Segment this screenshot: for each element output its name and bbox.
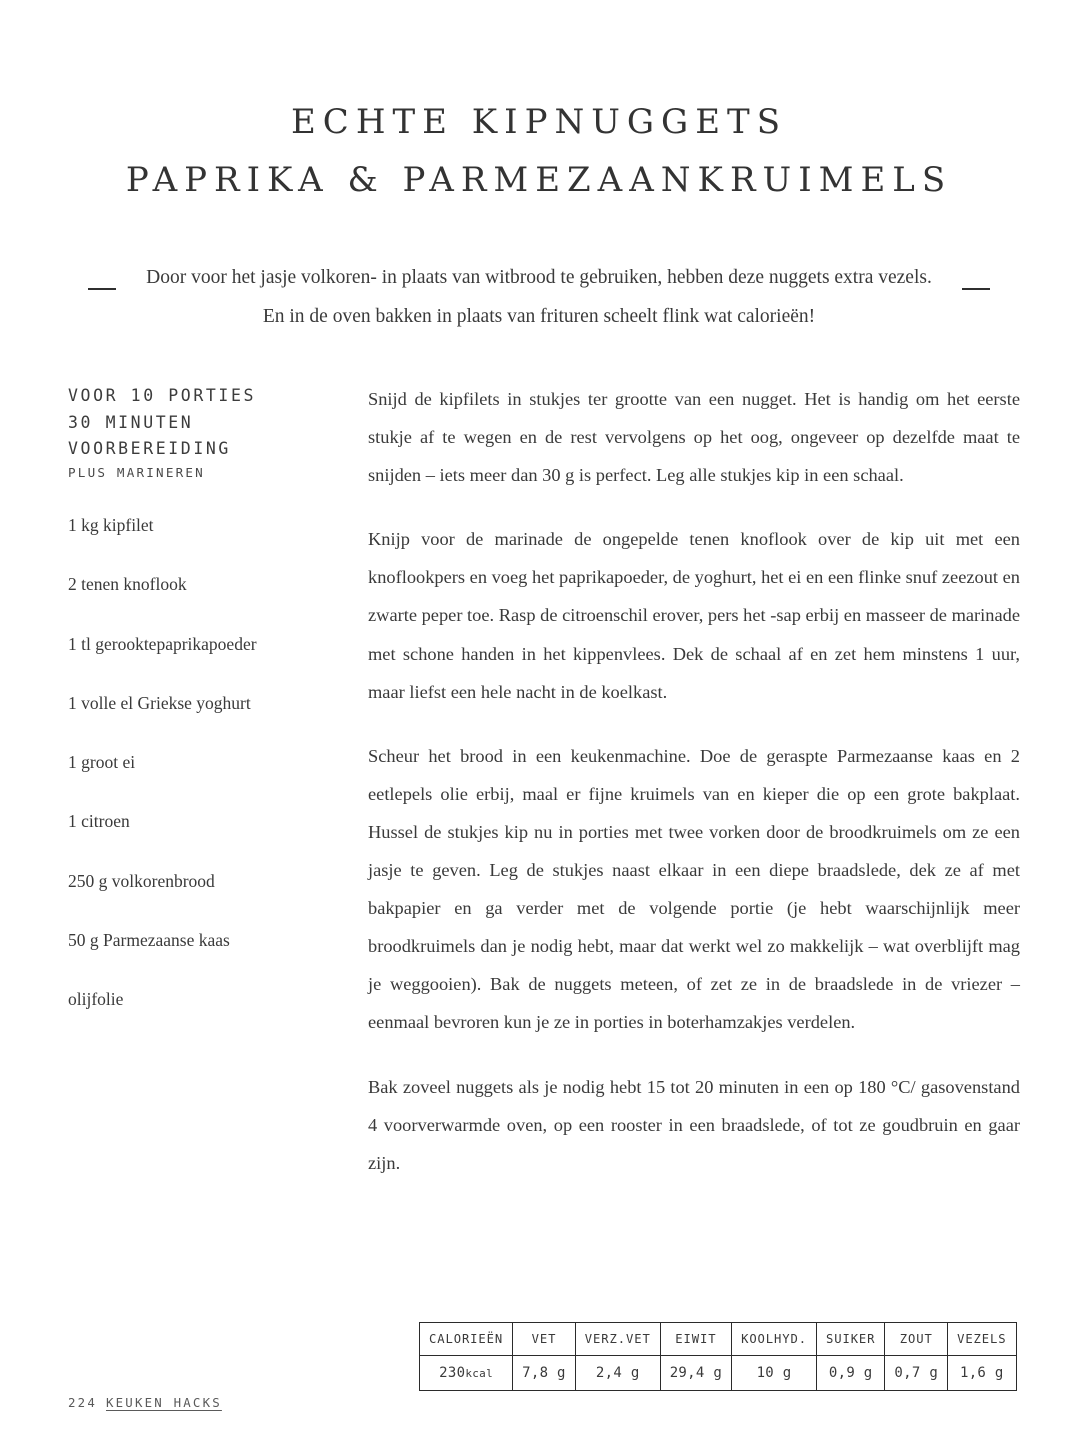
list-item: 250 g volkorenbrood <box>68 870 215 891</box>
page-footer <box>68 1395 222 1410</box>
value-sugar: 0,9 g <box>816 1356 884 1391</box>
preparation-line: VOORBEREIDING <box>68 439 231 459</box>
value-fat: 7,8 g <box>513 1356 576 1391</box>
recipe-intro <box>88 258 990 336</box>
method-paragraph: Snijd de kipfilets in stukjes ter grootte van een nugget. Het is handig om het eerste stukje af te wegen en de rest vervolgens op het oog, ongeveer op dezelfde maat te snijden – iets meer dan 30 g is perfect. Leg alle stukjes kip in een schaal. <box>368 389 1020 486</box>
chapter-name: KEUKEN HACKS <box>105 1395 222 1410</box>
value-carbs: 10 g <box>732 1356 817 1391</box>
recipe-sidebar <box>68 383 330 1045</box>
page-title <box>0 100 1078 204</box>
list-item: olijfolie <box>68 989 124 1010</box>
method-paragraph: Bak zoveel nuggets als je nodig hebt 15 tot 20 minuten in een op 180 °C/ gasovenstand 4 voorverwarmde oven, op een rooster in een braadslede, of tot ze goudbruin en gaar zijn. <box>368 1076 1020 1173</box>
page-number: 224 <box>68 1395 97 1410</box>
value-protein: 29,4 g <box>660 1356 731 1391</box>
column-header-carbs: KOOLHYD. <box>732 1323 817 1356</box>
time-line: 30 MINUTEN <box>68 412 194 432</box>
calories-number: 230 <box>439 1365 466 1381</box>
list-item: 50 g Parmezaanse kaas <box>68 929 230 950</box>
column-header-fat: VET <box>513 1323 576 1356</box>
list-item: 1 volle el Griekse yoghurt <box>68 692 251 713</box>
value-calories <box>420 1356 513 1391</box>
decorative-dash-right-icon <box>962 288 990 290</box>
list-item: 2 tenen knoflook <box>68 574 187 595</box>
recipe-intro-text: Door voor het jasje volkoren- in plaats van witbrood te gebruiken, hebben deze nuggets extra vezels. En in de oven bakken in plaats van frituren scheelt flink wat calorieën! <box>146 267 932 327</box>
value-saturated-fat: 2,4 g <box>575 1356 660 1391</box>
table-row-header <box>420 1323 1017 1356</box>
column-header-saturated-fat: VERZ.VET <box>575 1323 660 1356</box>
column-header-sugar: SUIKER <box>816 1323 884 1356</box>
method-paragraph: Knijp voor de marinade de ongepelde tenen knoflook over de kip uit met een knoflookpers en voeg het paprikapoeder, de yoghurt, het ei en een flinke snuf zeezout en zwarte peper toe. Rasp de citroenschil erover, pers het -sap erbij en masseer de marinade met schone handen in het kippenvlees. Dek de schaal af en zet hem minstens 1 uur, maar liefst een hele nacht in de koelkast. <box>368 529 1020 702</box>
marinate-note: PLUS MARINEREN <box>68 465 205 481</box>
column-header-calories: CALORIEËN <box>420 1323 513 1356</box>
decorative-dash-left-icon <box>88 288 116 290</box>
ingredients-list <box>68 512 330 1012</box>
list-item: 1 tl gerooktepaprikapoeder <box>68 633 257 654</box>
method-paragraph: Scheur het brood in een keukenmachine. Doe de geraspte Parmezaanse kaas en 2 eetlepels olie erbij, maal er fijne kruimels van en kieper die op een grote bakplaat. Hussel de stukjes kip nu in porties met twee vorken door de broodkruimels om ze een jasje te geven. Leg de stukjes naast elkaar in een diepe braadslede, dek ze af met bakpapier en ga verder met de volgende portie (je hebt waarschijnlijk meer broodkruimels dan je nodig hebt, maar dat werkt wel zo makkelijk – wat overblijft mag je weggooien). Bak de nuggets meteen, of zet ze in de braadslede in de vriezer – eenmaal bevroren kun je ze in porties in boterhamzakjes verdelen. <box>368 745 1020 1033</box>
list-item: 1 groot ei <box>68 752 136 773</box>
column-header-fibre: VEZELS <box>948 1323 1016 1356</box>
list-item: 1 kg kipfilet <box>68 515 154 536</box>
column-header-salt: ZOUT <box>885 1323 948 1356</box>
recipe-title-line-1: ECHTE KIPNUGGETS <box>290 102 787 142</box>
value-fibre: 1,6 g <box>948 1356 1016 1391</box>
value-salt: 0,7 g <box>885 1356 948 1391</box>
recipe-method <box>368 380 1020 1182</box>
nutrition-table <box>419 1322 1017 1391</box>
column-header-protein: EIWIT <box>660 1323 731 1356</box>
list-item: 1 citroen <box>68 811 130 832</box>
recipe-title-line-2: PAPRIKA & PARMEZAANKRUIMELS <box>125 159 953 200</box>
servings-line: VOOR 10 PORTIES <box>68 386 257 405</box>
calories-unit: kcal <box>465 1367 494 1380</box>
table-row <box>420 1356 1017 1391</box>
